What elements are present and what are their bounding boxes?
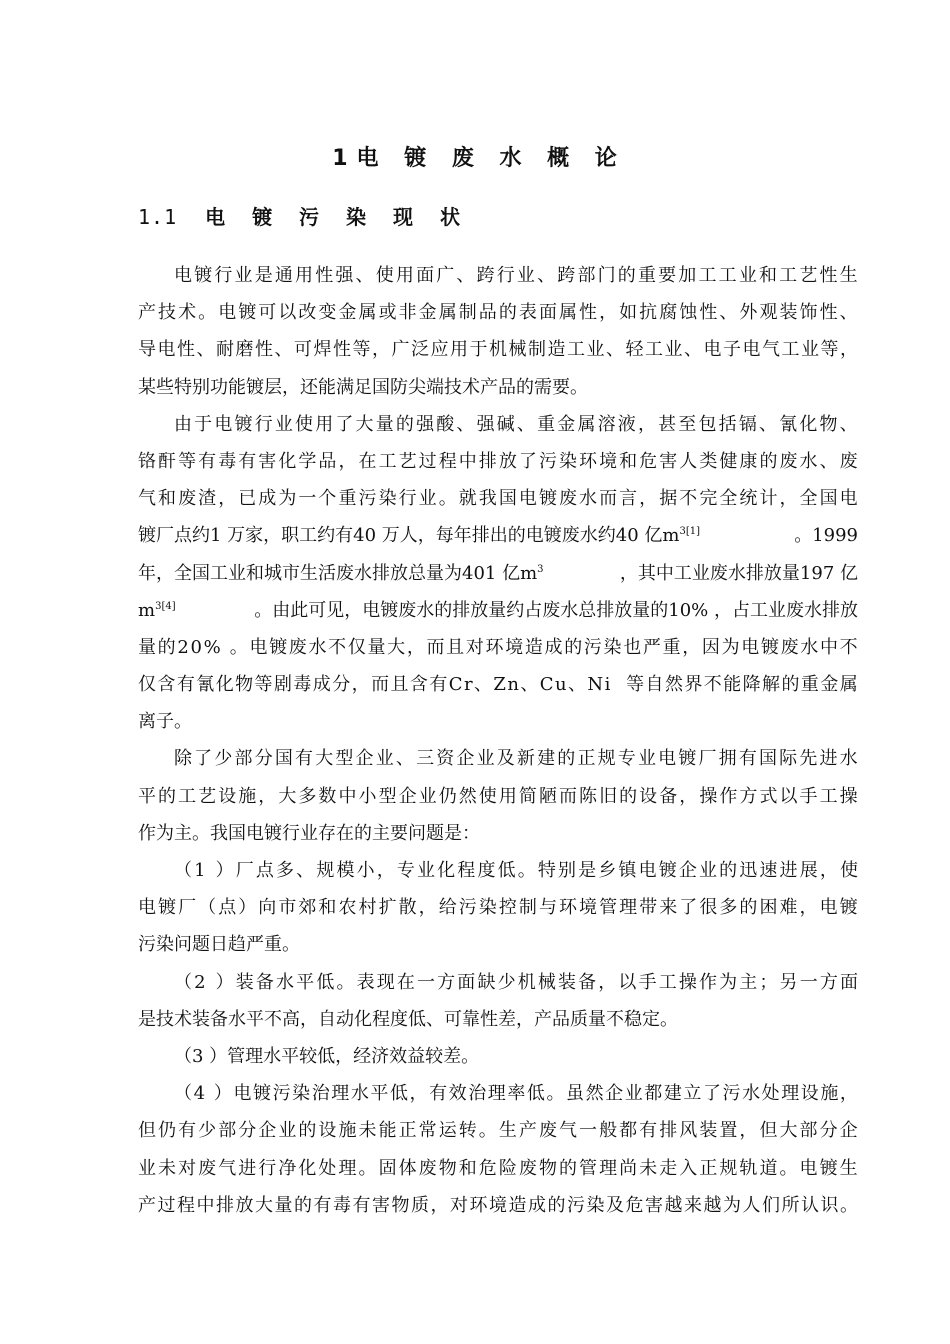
section-number: 1.1 — [138, 205, 178, 229]
text-line: 气 和 废 渣 ， 已 成 为 一 个 重 污 染 行 业 。 就 我 国 电 镀 废 水 而 言 ， 据 不 完 全 统 计 ， 全 国 电 — [138, 488, 858, 510]
text-line: 但 仍 有 少 部 分 企 业 的 设 施 未 能 正 常 运 转 。 生 产 废 气 一 般 都 有 排 风 装 置 ， 但 大 部 分 企 — [138, 1120, 858, 1142]
list-item-line: （3 ）管理水平较低，经济效益较差。 — [174, 1045, 480, 1067]
text-line: 离子。 — [138, 711, 192, 733]
text-line: 除 了 少 部 分 国 有 大 型 企 业 、 三 资 企 业 及 新 建 的 正 规 专 业 电 镀 厂 拥 有 国 际 先 进 水 — [174, 748, 858, 770]
text-line: 某些特别功能镀层，还能满足国防尖端技术产品的需要。 — [138, 376, 588, 398]
text-line-with-citation — [138, 555, 858, 592]
text-line: 导 电 性 、 耐 磨 性 、 可 焊 性 等 ， 广 泛 应 用 于 机 械 制 造 工 业 、 轻 工 业 、 电 子 电 气 工 业 等 ， — [138, 339, 858, 361]
text-line: 电 镀 行 业 是 通 用 性 强 、 使 用 面 广 、 跨 行 业 、 跨 部 门 的 重 要 加 工 工 业 和 工 艺 性 生 — [174, 265, 858, 286]
section-title: 电 镀 污 染 现 状 — [205, 205, 470, 229]
text-segment: 年，全国工业和城市生活废水排放总量为401 亿m — [138, 562, 538, 584]
text-line-with-citation — [138, 592, 858, 629]
section-heading — [138, 202, 470, 232]
chapter-title: 1电 镀 废 水 概 论 — [332, 146, 626, 171]
list-item-line: （ 4 ） 电 镀 污 染 治 理 水 平 低 ， 有 效 治 理 率 低 。 虽 然 企 业 都 建 立 了 污 水 处 理 设 施 ， — [174, 1083, 858, 1105]
citation-superscript: 3[1] — [679, 526, 701, 538]
text-line: 仅 含 有 氰 化 物 等 剧 毒 成 分 ， 而 且 含 有 C r 、 Z n 、 C u 、 N i 等 自 然 界 不 能 降 解 的 重 金 属 — [138, 674, 858, 696]
text-line: 作为主。我国电镀行业存在的主要问题是： — [138, 822, 480, 844]
body-text — [138, 257, 858, 1224]
text-segment: 镀厂点约1 万家，职工约有40 万人，每年排出的电镀废水约40 亿m — [138, 525, 680, 547]
text-line: 由 于 电 镀 行 业 使 用 了 大 量 的 强 酸 、 强 碱 、 重 金 属 溶 液 ， 甚 至 包 括 镉 、 氰 化 物 、 — [174, 413, 858, 435]
list-item-line: （ 1 ） 厂 点 多 、 规 模 小 ， 专 业 化 程 度 低 。 特 别 是 乡 镇 电 镀 企 业 的 迅 速 进 展 ， 使 — [174, 860, 858, 881]
citation-superscript: 3[4] — [155, 600, 176, 612]
text-line: 铬 酐 等 有 毒 有 害 化 学 品 ， 在 工 艺 过 程 中 排 放 了 污 染 环 境 和 危 害 人 类 健 康 的 废 水 、 废 — [138, 450, 858, 472]
text-segment: m — [138, 599, 156, 621]
text-line: 电 镀 厂 （ 点 ） 向 市 郊 和 农 村 扩 散 ， 给 污 染 控 制 与 环 境 管 理 带 来 了 很 多 的 困 难 ， 电 镀 — [138, 897, 858, 919]
list-item-line: （ 2 ） 装 备 水 平 低 。 表 现 在 一 方 面 缺 少 机 械 装 备 ， 以 手 工 操 作 为 主 ； 另 一 方 面 — [174, 971, 858, 993]
text-line: 污染问题日趋严重。 — [138, 934, 300, 956]
unit-superscript: 3 — [537, 563, 544, 575]
text-segment: ，其中工业废水排放量197 亿 — [619, 562, 858, 584]
text-line-with-citation — [138, 517, 858, 554]
text-line: 产 技 术 。 电 镀 可 以 改 变 金 属 或 非 金 属 制 品 的 表 面 属 性 ， 如 抗 腐 蚀 性 、 外 观 装 饰 性 、 — [138, 302, 858, 324]
text-line: 量 的 2 0 % 。 电 镀 废 水 不 仅 量 大 ， 而 且 对 环 境 造 成 的 污 染 也 严 重 ， 因 为 电 镀 废 水 中 不 — [138, 636, 858, 658]
text-segment: 。由此可见，电镀废水的排放量约占废水总排放量的10% ，占工业废水排放 — [254, 599, 858, 621]
text-line: 产 过 程 中 排 放 大 量 的 有 毒 有 害 物 质 ， 对 环 境 造 成 的 污 染 及 危 害 越 来 越 为 人 们 所 认 识 。 — [138, 1194, 858, 1216]
text-line: 业 未 对 废 气 进 行 净 化 处 理 。 固 体 废 物 和 危 险 废 物 的 管 理 尚 未 走 入 正 规 轨 道 。 电 镀 生 — [138, 1157, 858, 1179]
text-line: 是技术装备水平不高，自动化程度低、可靠性差，产品质量不稳定。 — [138, 1008, 678, 1030]
text-segment: 。1999 — [794, 525, 858, 547]
text-line: 平 的 工 艺 设 施 ， 大 多 数 中 小 型 企 业 仍 然 使 用 简 陋 而 陈 旧 的 设 备 ， 操 作 方 式 以 手 工 操 — [138, 785, 858, 807]
